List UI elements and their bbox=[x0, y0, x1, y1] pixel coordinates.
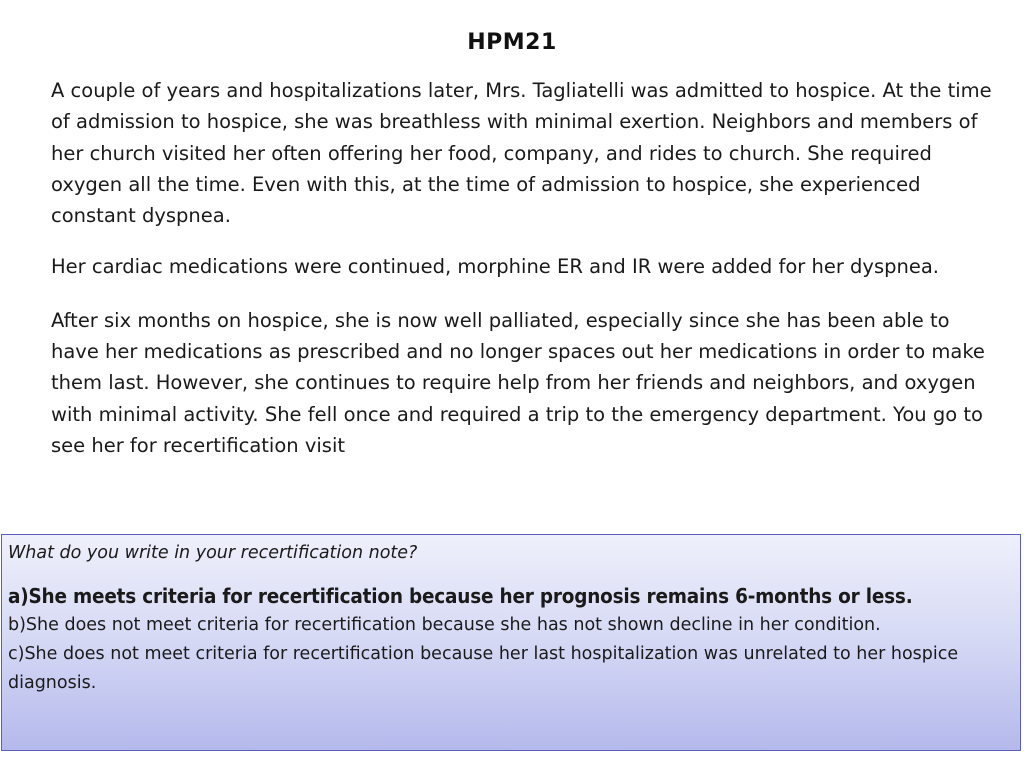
case-paragraph: Her cardiac medications were continued, morphine ER and IR were added for her dyspnea. bbox=[51, 255, 940, 279]
question-box bbox=[1, 534, 1021, 751]
answer-option-c[interactable]: c)She does not meet criteria for recertification because her last hospitalization was unrelated to her hospice diagnosis. bbox=[8, 644, 959, 693]
case-paragraph: After six months on hospice, she is now well palliated, especially since she has been able to have her medications as prescribed and no longer spaces out her medications in order to make them last. However, she continues to require help from her friends and neighbors, and oxygen with minimal activity. She fell once and required a trip to the emergency department. You go to see her for recertification visit bbox=[51, 308, 985, 457]
question-text: What do you write in your recertification note? bbox=[8, 543, 418, 563]
case-text bbox=[51, 75, 1001, 481]
case-paragraph: A couple of years and hospitalizations later, Mrs. Tagliatelli was admitted to hospice. At the time of admission to hospice, she was breathless with minimal exertion. Neighbors and members of her church visited her often offering her food, company, and rides to church. She required oxygen all the time. Even with this, at the time of admission to hospice, she experienced constant dyspnea. bbox=[51, 79, 992, 228]
answer-option-a[interactable]: a)She meets criteria for recertification because her prognosis remains 6-months or less. bbox=[8, 584, 913, 608]
answer-option-b[interactable]: b)She does not meet criteria for recertification because she has not shown decline in her condition. bbox=[8, 615, 881, 635]
slide-title: HPM21 bbox=[467, 30, 557, 55]
